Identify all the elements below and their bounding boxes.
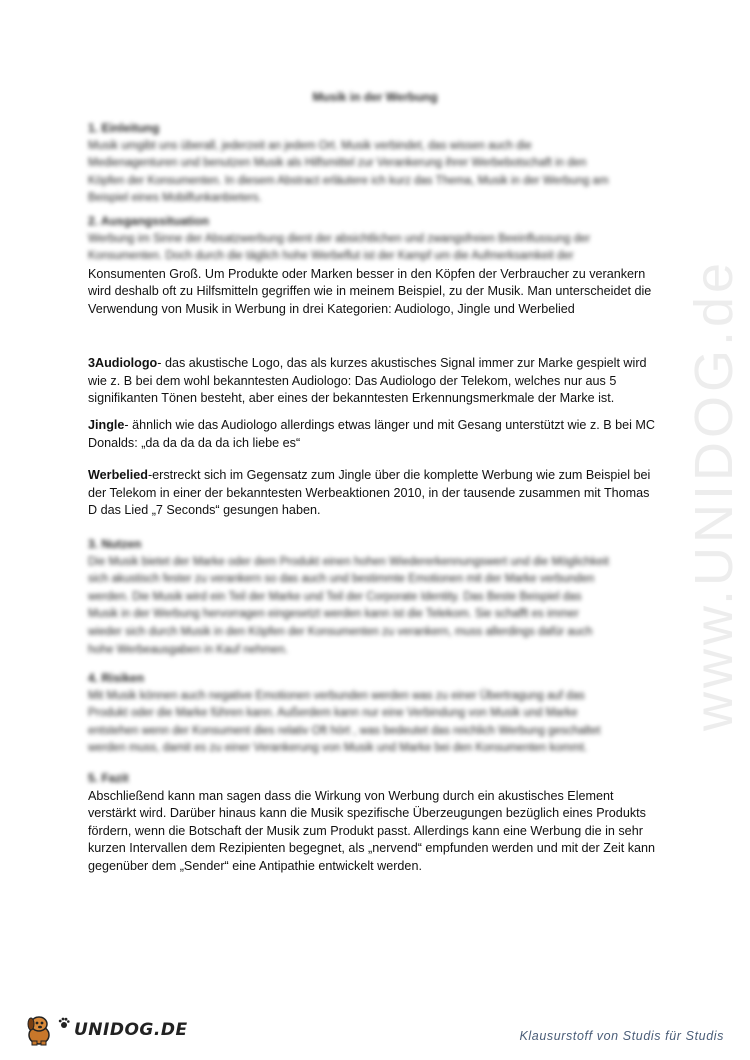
paragraph-line: gegenüber dem „Sender“ eine Antipathie entwickelt werden. [88, 858, 422, 873]
logo-text: UNIDOG.DE [74, 1020, 188, 1040]
footer-tagline: Klausurstoff von Studis für Studis [519, 1029, 724, 1043]
term-jingle: Jingle [88, 418, 125, 432]
section-heading: 2. Ausgangssituation [88, 214, 209, 228]
section-einleitung [88, 120, 663, 208]
paragraph-line: werden muss, damit es zu einer Verankerung von Musik und Marke bei den Konsumenten kommt. [88, 742, 588, 755]
paragraph-line: D das Lied „7 Seconds“ gesungen haben. [88, 503, 321, 518]
section-heading: 1. Einleitung [88, 121, 160, 135]
definition-line [88, 417, 663, 435]
unidog-logo[interactable] [22, 1012, 188, 1048]
paragraph-line: Konsumenten. Doch durch die täglich hohe Werbeflut ist der Kampf um die Aufmerksamkeit der [88, 250, 574, 263]
paragraph-line: Abschließend kann man sagen dass die Wirkung von Werbung durch ein akustisches Element [88, 788, 614, 803]
paragraph-line: verstärkt wird. Darüber hinaus kann die Musik spezifische Überzeugungen bezüglich eines Produkts [88, 806, 646, 821]
section-heading: 5. Fazit [88, 771, 129, 785]
paw-icon [58, 1017, 70, 1029]
paragraph-line: hohe Werbeausgaben in Kauf nehmen. [88, 643, 288, 656]
section-jingle [88, 417, 663, 452]
watermark [684, 250, 745, 740]
paragraph-line: Mit Musik können auch negative Emotionen verbunden werden was zu einer Übertragung auf das [88, 689, 585, 702]
paragraph-line: kurzen Intervallen dem Rezipienten begegnet, als „nervend“ empfunden werden und mit der Zeit kann [88, 841, 656, 856]
paragraph-line: werden. Die Musik wird ein Teil der Marke und Teil der Corporate Identity. Das Beste Beispiel das [88, 590, 582, 603]
paragraph-line: wieder sich durch Musik in den Köpfen der Konsumenten zu verankern, muss allerdings dafür auch [88, 625, 593, 638]
term-werbelied: Werbelied [88, 468, 148, 482]
term-audiologo: 3Audiologo [88, 356, 158, 370]
section-heading: 4. Risiken [88, 671, 145, 685]
section-risiken [88, 670, 663, 758]
watermark-text: www.UNIDOG.de [684, 258, 745, 732]
section-ausgangssituation [88, 213, 663, 319]
definition-line [88, 467, 663, 485]
paragraph-line: Medienagenturen und benutzen Musik als Hilfsmittel zur Verankerung ihrer Werbebotschaft in den [88, 157, 587, 170]
dog-logo-icon [22, 1013, 56, 1047]
paragraph-line: signifikanten Tönen besteht, aber eines der bekanntesten Erkennungsmerkmale der Marke ist. [88, 391, 615, 406]
definition-text: - ähnlich wie das Audiologo allerdings etwas länger und mit Gesang unterstützt wie z. B bei MC [124, 418, 656, 432]
paragraph-line: sich akustisch fester zu verankern so das auch und bestimmte Emotionen mit der Marke verbunden [88, 573, 595, 586]
paragraph-line: Donalds: „da da da da da ich liebe es“ [88, 435, 301, 450]
paragraph-line: Musik in der Werbung hervorragen eingesetzt werden kann ist die Telekom. Sie schafft es immer [88, 608, 579, 621]
definition-text: -erstreckt sich im Gegensatz zum Jingle über die komplette Werbung wie zum Beispiel bei [147, 468, 651, 482]
section-werbelied [88, 467, 663, 520]
paragraph-line: Köpfen der Konsumenten. In diesem Abstract erläutere ich kurz das Thema, Musik in der Werbung am [88, 174, 609, 187]
section-heading: 3. Nutzen [88, 537, 142, 551]
paragraph-line: der Telekom in einer der bekanntesten Werbeaktionen 2010, in der tausende zusammen mit Thomas [88, 485, 650, 500]
paragraph-line: Verwendung von Musik in Werbung in drei Kategorien: Audiologo, Jingle und Werbelied [88, 301, 575, 316]
paragraph-line: Werbung im Sinne der Absatzwerbung dient der absichtlichen und zwangsfreien Beeinflussung der [88, 232, 591, 245]
paragraph-line: Konsumenten Groß. Um Produkte oder Marken besser in den Köpfen der Verbraucher zu verankern [88, 266, 646, 281]
document-title: Musik in der Werbung [312, 90, 438, 104]
section-fazit [88, 770, 663, 876]
paragraph-line: Die Musik bietet der Marke oder dem Produkt einen hohen Wiedererkennungswert und die Möglichkeit [88, 555, 609, 568]
paragraph-line: Produkt oder die Marke führen kann. Außerdem kann nur eine Verbindung von Musik und Marke [88, 707, 578, 720]
paragraph-line: fördern, wenn die Botschaft der Musik zum Produkt passt. Allerdings kann eine Werbung die in sehr [88, 823, 643, 838]
definition-text: - das akustische Logo, das als kurzes akustisches Signal immer zur Marke gespielt wird [157, 356, 647, 370]
paragraph-line: wie z. B bei dem wohl bekanntesten Audiologo: Das Audiologo der Telekom, welches nur aus 5 [88, 373, 617, 388]
paragraph-line: wird deshalb oft zu Hilfsmitteln gegriffen wie in meinem Beispiel, zu der Musik. Man unterscheidet die [88, 284, 652, 299]
paragraph-line: entstehen wenn der Konsument dies relativ Oft hört , was bedeutet das reichlich Werbung geschaltet [88, 724, 601, 737]
section-nutzen [88, 536, 663, 659]
paragraph-line: Beispiel eines Mobilfunkanbieters. [88, 192, 262, 205]
paragraph-line: Musik umgibt uns überall, jederzeit an jedem Ort. Musik verbindet, das wissen auch die [88, 139, 532, 152]
definition-line [88, 355, 663, 373]
section-audiologo [88, 355, 663, 408]
